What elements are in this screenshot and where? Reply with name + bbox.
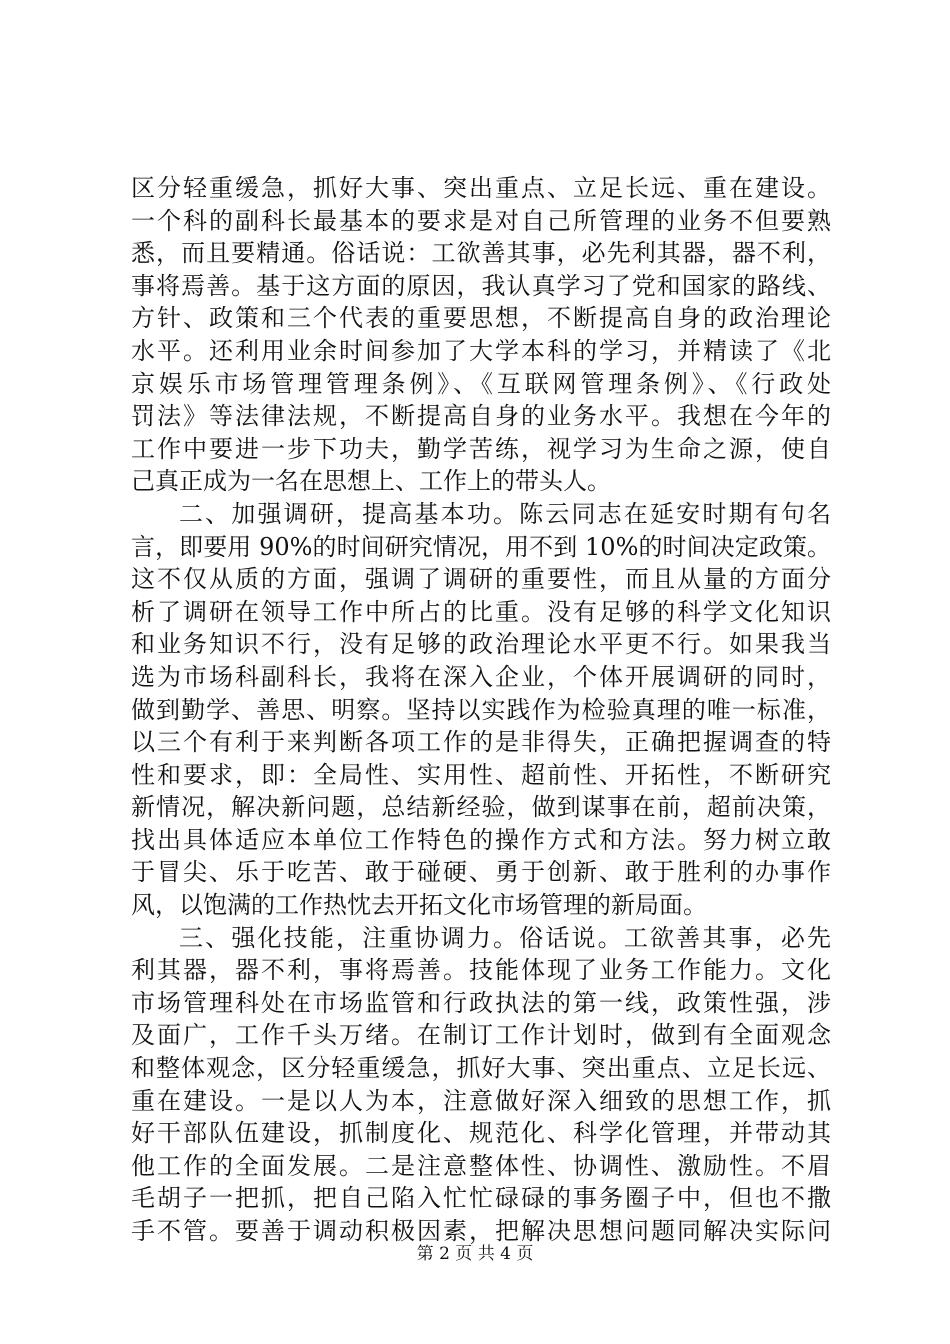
text-line: 找出具体适应本单位工作特色的操作方式和方法。努力树立敢 [131, 825, 831, 854]
text-line: 及面广，工作千头万绪。在制订工作计划时，做到有全面观念 [131, 1021, 831, 1050]
text-line: 毛胡子一把抓，把自己陷入忙忙碌碌的事务圈子中，但也不撒 [131, 1184, 831, 1213]
text-line: 这不仅从质的方面，强调了调研的重要性，而且从量的方面分 [131, 565, 831, 594]
text-line: 和业务知识不行，没有足够的政治理论水平更不行。如果我当 [131, 630, 831, 659]
text-line: 以三个有利于来判断各项工作的是非得失，正确把握调查的特 [131, 728, 831, 757]
text-line: 己真正成为一名在思想上、工作上的带头人。 [131, 467, 611, 496]
text-line: 性和要求，即：全局性、实用性、超前性、开拓性，不断研究 [131, 760, 831, 789]
document-body [131, 172, 831, 1248]
text-line: 他工作的全面发展。二是注意整体性、协调性、激励性。不眉 [131, 1151, 831, 1180]
text-line: 三、强化技能，注重协调力。俗话说。工欲善其事，必先 [179, 923, 831, 952]
text-line: 手不管。要善于调动积极因素，把解决思想问题同解决实际问 [131, 1217, 831, 1245]
text-line: 和整体观念，区分轻重缓急，抓好大事、突出重点、立足长远、 [131, 1054, 831, 1083]
text-line: 做到勤学、善思、明察。坚持以实践作为检验真理的唯一标准， [131, 695, 831, 724]
text-line: 工作中要进一步下功夫，勤学苦练，视学习为生命之源，使自 [131, 434, 831, 463]
text-line: 方针、政策和三个代表的重要思想，不断提高自身的政治理论 [131, 304, 831, 333]
text-line: 二、加强调研，提高基本功。陈云同志在延安时期有句名 [179, 499, 831, 528]
text-line: 利其器，器不利，事将焉善。技能体现了业务工作能力。文化 [131, 956, 831, 985]
text-line: 一个科的副科长最基本的要求是对自己所管理的业务不但要熟 [131, 206, 831, 235]
text-line: 罚法》等法律法规，不断提高自身的业务水平。我想在今年的 [131, 402, 831, 431]
text-line: 于冒尖、乐于吃苦、敢于碰硬、勇于创新、敢于胜利的办事作 [131, 858, 831, 887]
text-line: 重在建设。一是以人为本，注意做好深入细致的思想工作，抓 [131, 1086, 831, 1115]
text-line: 事将焉善。基于这方面的原因，我认真学习了党和国家的路线、 [131, 271, 831, 300]
text-line: 选为市场科副科长，我将在深入企业，个体开展调研的同时， [131, 662, 831, 691]
text-line: 水平。还利用业余时间参加了大学本科的学习，并精读了《北 [131, 336, 831, 365]
text-line: 析了调研在领导工作中所占的比重。没有足够的科学文化知识 [131, 597, 831, 626]
page-footer: 第 2 页 共 4 页 [416, 1244, 534, 1264]
text-line: 风，以饱满的工作热忱去开拓文化市场管理的新局面。 [131, 891, 707, 920]
text-line: 市场管理科处在市场监管和行政执法的第一线，政策性强，涉 [131, 988, 831, 1017]
text-line: 京娱乐市场管理管理条例》、《互联网管理条例》、《行政处 [131, 369, 831, 398]
text-line: 言，即要用 90%的时间研究情况，用不到 10%的时间决定政策。 [131, 532, 831, 561]
text-line: 悉，而且要精通。俗话说：工欲善其事，必先利其器，器不利， [131, 239, 831, 268]
text-line: 新情况，解决新问题，总结新经验，做到谋事在前，超前决策， [131, 793, 831, 822]
text-line: 区分轻重缓急，抓好大事、突出重点、立足长远、重在建设。 [131, 174, 831, 202]
text-line: 好干部队伍建设，抓制度化、规范化、科学化管理，并带动其 [131, 1119, 831, 1148]
